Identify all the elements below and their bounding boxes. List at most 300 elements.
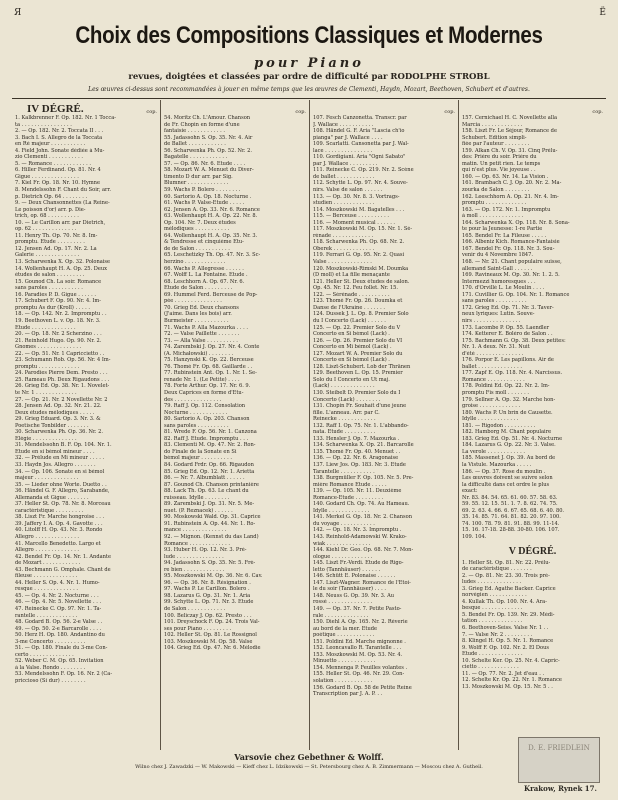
catalog-entry: 99. Schytte L. Op. 71. Nr. 3. Étude <box>164 599 254 606</box>
catalog-entry: letto (Tannhäuser) . . . . . . <box>313 566 381 573</box>
catalog-entry: 125. — Op. 22. Premier Solo du V <box>313 324 401 331</box>
catalog-entry: 21. Reinhold Hugo. Op. 90. Nr. 2. <box>15 337 102 344</box>
catalog-entry: 64. Wollenhaupt H. A. Op. 35. Nr. 3. <box>164 232 258 239</box>
catalog-entry: 35. — Lieder ohne Worte. Duetto . . <box>15 481 107 488</box>
catalog-entry: 110. Gordigiani. Aria "Ogni Sabato" <box>313 154 406 161</box>
catalog-entry: p. Dietrich Op. 64 . . . . . . . . <box>15 193 88 200</box>
cap-label: cop. <box>444 109 455 115</box>
catalog-entry: Transcription par J. A. P. . . <box>313 691 383 698</box>
catalog-entry: allemand Saint-Gall . . . . . . <box>462 265 533 272</box>
page-number-right: Ё <box>599 8 606 18</box>
catalog-entry: 145. Liszt Fr.-Verdi. Etude de Rigo- <box>313 560 404 567</box>
catalog-entry: 137. Liew Jos. Op. 183. Nr. 3. Étude <box>313 461 406 468</box>
catalog-entry: 8. Mendelssohn F. Chant du Soir, arr. <box>15 187 111 194</box>
catalog-entry: 9. Wolff F. Op. 102. Nr. 2. El Dous <box>462 644 549 651</box>
catalog-entry: 56. Scharwenka Ph. Op. 52. Nr. 2. <box>164 147 252 154</box>
catalog-entry: 37. Heller St. Op. 78. Nr. 8. Morceau <box>15 501 111 508</box>
catalog-entry: 45. — Op. 4. Nr. 2. Nocturne . . . <box>15 592 99 599</box>
column-4-entries <box>462 115 603 541</box>
catalog-subtitle: pour Piano <box>254 56 364 71</box>
catalog-entry: Tarantelle . . . . . . . . . . . <box>313 468 375 475</box>
catalog-entry: 93. Huber H. Op. 12. Nr. 3. Pré- <box>164 547 247 554</box>
column-1-entries <box>15 115 157 685</box>
catalog-entry: 180. Wachs P. Un brin de Causette. <box>462 409 553 416</box>
catalog-entry: 68. Leschhorn A. Op. 67. Nr. 6. <box>164 278 245 285</box>
catalog-entry: le du soir (Tannhäuser) . . . . <box>313 586 386 593</box>
catalog-entry: Nr. 83. 84. 54. 65. 61. 60. 57. 58. 63. <box>462 494 558 501</box>
dealer-stamp: D. E. FRIEDLEIN <box>518 737 600 783</box>
catalog-entry: 73. — Alla Valse . . . . . . . . . . <box>164 337 238 344</box>
catalog-entry: qui n'est plus. Vie joyeuse . . <box>462 167 536 174</box>
catalog-entry: études de salon . . . . . . . . . <box>15 272 85 279</box>
catalog-entry: 52. Weber C. M. Op. 65. Invitation <box>15 658 104 665</box>
catalog-entry: ludes . . . . . . . . . . . . . . <box>462 579 522 586</box>
catalog-entry: 120. Moszkowski-Rimski M. Doumka <box>313 265 409 272</box>
catalog-entry: 98. Lazarus G. Op. 31. Nr. 1. Aria <box>164 592 251 599</box>
catalog-entry: 151. Poldini Ed. Marche mignonne . <box>313 638 406 645</box>
catalog-entry: 47. Reinecke C. Op. 97. Nr. 1. Ta- <box>15 606 102 613</box>
catalog-entry: 57. — Op. 86. Nr. 6. Étude . . . . <box>164 160 246 167</box>
catalog-entry: 4. Field John. Sonate dédiée à Mu- <box>15 147 105 154</box>
catalog-entry: 171. Cuvillier G. Op. 104. Nr. 1. Romance <box>462 291 570 298</box>
catalog-entry: rénade . . . . . . . . . . . . . <box>313 232 374 239</box>
header-divider <box>12 98 606 99</box>
catalog-entry: 102. Heller St. Op. 81. Le Rossignol <box>164 632 257 639</box>
catalog-entry: J. Wallace . . . . . . . . . . . <box>313 121 374 128</box>
catalog-entry: 1. Heller St. Op. 81. Nr. 22. Prélu- <box>462 559 551 566</box>
catalog-entry: 58. Mozart W. A. Menuet du Diver- <box>164 167 254 174</box>
page-number-left: Я <box>14 8 22 18</box>
catalog-entry: 15. 16. 17-18. 28-88. 30-80. 106. 107. <box>462 527 560 534</box>
catalog-entry: ruisseau. Idylle . . . . . . . . <box>164 494 230 501</box>
catalog-entry: 74. 100. 78. 79. 81. 91. 88. 99. 11-14. <box>462 520 560 527</box>
catalog-entry: 160. — Op. 63. Nr. 14. La Vision . <box>462 173 549 180</box>
catalog-entry: 107. Fesch Canzonetta. Transcr. par <box>313 115 407 121</box>
catalog-entry: Danse de l'Ukraine . . . . . . . <box>313 304 386 311</box>
catalog-entry: zourka de Salon . . . . . . . . <box>462 187 530 194</box>
catalog-entry: 32. — Prélude en Mi mineur . . . . . <box>15 455 105 462</box>
catalog-entry: Allegro . . . . . . . . . . . . . . <box>15 547 80 554</box>
catalog-entry: promptu . . . . . . . . . . . . . <box>15 363 80 370</box>
catalog-entry: du voyage . . . . . . . . . . . <box>313 520 375 527</box>
catalog-entry: 9. — Deux Chansonnettes (La Reine- <box>15 200 110 207</box>
catalog-entry: 133. Hensler J. Op. 7. Mazourka . <box>313 435 400 442</box>
catalog-entry: 83. Clementi M. Op. 47. Nr. 2. Ron- <box>164 442 256 449</box>
catalog-entry: 46. — Op. 4. Nr. 5. Novellette . . . <box>15 599 102 606</box>
catalog-entry: 173. Lacombe P. Op. 55. Laendler <box>462 324 550 331</box>
catalog-entry: 167. Bendel Fr. Op. 118. Nr. 3. Sou- <box>462 245 555 252</box>
catalog-entry: 112. Schytte L. Op. 97. Nr. 4. Souve- <box>313 180 408 187</box>
catalog-entry: 113. — Op. 30. Nr. 8. 3. Vortrags- <box>313 193 400 200</box>
catalog-entry: 127. Mozart W. A. Premier Solo du <box>313 350 403 357</box>
catalog-entry: bémol majeur . . . . . . . . . . <box>164 455 232 462</box>
catalog-entry: Reinecke . . . . . . . . . . . . <box>313 416 376 423</box>
catalog-entry: rantelle . . . . . . . . . . . . . <box>15 612 78 619</box>
catalog-entry: 174. Ketterer E. Boléro de Salon . . <box>462 331 553 338</box>
catalog-entry: 78. Forte Arthur. Op. 17. Nr. 6. 9. <box>164 383 251 390</box>
catalog-entry: priccioso (Si dur) . . . . . . . . <box>15 678 86 685</box>
catalog-entry: poétique . . . . . . . . . . . . <box>313 632 375 639</box>
catalog-entry: 85. Grieg Ed. Op. 12. Nr. 1. Arietta <box>164 468 255 475</box>
catalog-entry: Étude de Salon . . . . . . . . . <box>164 285 233 292</box>
catalog-entry: 22. — Op. 51. Nr. 1 Capriccietto . . <box>15 350 105 357</box>
catalog-entry: 115. — Berceuse . . . . . . . . . . <box>313 213 390 220</box>
catalog-entry: 132. Raff I. Op. 75. Nr. 1. L'abbando- <box>313 422 409 429</box>
catalog-entry: tation . . . . . . . . . . . . . . <box>462 618 523 625</box>
catalog-entry: do Finale de la Sonate en Si <box>164 448 237 455</box>
catalog-entry: 27. — Op. 21. Nr. 2 Novellette Nr. 2 <box>15 396 108 403</box>
catalog-entry: 55. Jadassohn S. Op. 35. Nr. 4. Air <box>164 134 253 141</box>
catalog-entry: certo . . . . . . . . . . . . . . <box>15 651 74 658</box>
catalog-entry: Concerto (Lack) . . . . . . . . <box>313 396 381 403</box>
catalog-entry: 121. Heller St. Deux études de salon. <box>313 278 410 285</box>
catalog-entry: sans paroles . . . . . . . . . . . <box>15 285 83 292</box>
catalog-entry: Allegro . . . . . . . . . . . . . . <box>15 534 80 540</box>
catalog-entry: 77. Rubinstein Ant. Op. 1. Nr. 1. Se- <box>164 370 257 377</box>
catalog-entry: Deux études mélodiques . . . . . <box>15 409 95 416</box>
degree-heading: IV DÉGRÉ. <box>27 103 84 115</box>
catalog-entry: & Tendresse et cinquième Étu- <box>164 239 244 246</box>
catalog-entry: 165. Bendel Fr. La Fileuse . . . . . <box>462 232 547 239</box>
catalog-entry: 119. Ferrari G. Op. 95. Nr. 2. Quasi <box>313 252 405 259</box>
catalog-entry: 74. Zarembski J. Op. 27. Nr. 4. Conte <box>164 344 260 351</box>
catalog-entry: mélodiques . . . . . . . . . . . <box>164 226 230 233</box>
catalog-entry: Romance . . . . . . . . . . . . . <box>164 540 231 547</box>
catalog-entry: 86. — Nr. 7. Albumblatt . . . . . . <box>164 475 245 482</box>
column-2-header <box>164 100 306 115</box>
catalog-entry: de Fr. Chopin en forme d'une <box>164 121 240 128</box>
catalog-entry: 185. Massenet J. Op. 39. Au bord de <box>462 455 556 462</box>
catalog-entry: promptu. Étude . . . . . . . . . <box>15 239 85 246</box>
catalog-entry: 13. Scharwenka X. Op. 32. Polonaise <box>15 259 111 266</box>
catalog-entry: 2. — Op. 81. Nr. 23. 30. Trois pré- <box>462 572 550 579</box>
catalog-entry: Étude . . . . . . . . . . . . . . <box>15 324 76 331</box>
catalog-entry: 14. Wollenhaupt H. A. Op. 25. Deux <box>15 265 107 272</box>
catalog-entry: 94. Jadassohn S. Op. 35. Nr. 5. Frè- <box>164 560 256 567</box>
catalog-entry: 66. Wachs P. Allegresse . . . . . . <box>164 265 244 272</box>
catalog-entry: 135. Thomé Fr. Op. 40. Menuet . . <box>313 448 401 455</box>
catalog-entry: 91. Rubinstein A. Op. 44. Nr. 1. Ro- <box>164 520 256 527</box>
catalog-entry: 128. Liszt-Schubert. Lob der Thränen <box>313 363 411 370</box>
catalog-entry: 59. Wachs P. Bolero . . . . . . . . <box>164 187 241 194</box>
catalog-entry: Poetische Tonbilder . . . . . . . <box>15 422 89 429</box>
catalog-entry: nata. Étude . . . . . . . . . . <box>313 429 376 436</box>
catalog-entry: 157. Cernichael H. C. Novellette alla <box>462 115 558 121</box>
catalog-entry: 108. Händel G. F. Aria "Lascia ch'io <box>313 128 405 135</box>
catalog-entry: Idylle . . . . . . . . . . . . . <box>313 507 370 514</box>
catalog-entry: Gnomes . . . . . . . . . . . . . . <box>15 344 82 351</box>
catalog-entry: Burmeister . . . . . . . . . . . <box>164 317 229 324</box>
catalog-entry: zio Clementi . . . . . . . . . . . <box>15 154 83 161</box>
catalog-entry: 80. Sartorio A. Op. 203. Chanson <box>164 416 250 423</box>
catalog-entry: 92. — Mignon. (Kennst du das Land) <box>164 534 259 540</box>
catalog-entry: Bagatelle . . . . . . . . . . . . <box>164 154 228 161</box>
catalog-entry: Idylle . . . . . . . . . . . . . <box>462 416 519 423</box>
catalog-entry: renade Nr. 1. (Le Petite) . . . . <box>164 376 240 383</box>
catalog-entry: 72. — Valse Paillette . . . . . . . <box>164 331 240 338</box>
catalog-entry: 41. Marcello Benedetto. Largo et <box>15 540 101 547</box>
catalog-entry: Op. 104. Nr. 7. Deux études <box>164 219 236 226</box>
catalog-entry: 104. Grieg Ed. Op. 47. Nr. 6. Mélodie <box>164 645 261 652</box>
catalog-entry: Intermezzi humoresques . . . <box>462 278 536 285</box>
catalog-entry: 24. Parodies Pierre Dem. Presto . . . <box>15 370 108 377</box>
catalog-entry: 29. Grieg Eduard. Op. 3. Nr. 3. & <box>15 416 101 423</box>
catalog-entry: 15. Gounod Ch. La soir. Romance <box>15 278 102 285</box>
catalog-entry: Gigue . . . . . . . . . . . . . . . <box>15 173 79 180</box>
catalog-entry: 179. Sellner A. Op. 32. Marche hon- <box>462 396 556 403</box>
catalog-entry: 175. Bachmann G. Op. 38. Deux petites: <box>462 337 566 344</box>
catalog-entry: du I Concerto (Lack) . . . . . . <box>313 317 386 324</box>
catalog-entry: 38. Liszt Fr. Marche hongroise . . . <box>15 514 105 521</box>
catalog-entry: 138. Burgmüller F. Op. 105. Nr. 5. Pre- <box>313 475 414 482</box>
catalog-entry: 176. Porpor E. Les papillons. Air de <box>462 357 554 364</box>
catalog-entry: Élégie . . . . . . . . . . . . . . <box>15 435 77 442</box>
catalog-entry: 6. Hiller Ferdinand. Op. 81. Nr. 4 <box>15 167 101 174</box>
catalog-entry: 59. 55. 12. 15. 51. 1. 7. 8. 62. 74. 75. <box>462 501 558 508</box>
catalog-entry: 17. Schubert F. Op. 90. Nr. 4. Im- <box>15 298 101 305</box>
column-2 <box>161 100 310 750</box>
catalog-entry: 130. Steibelt D. Premier Solo du I <box>313 389 401 396</box>
catalog-entry: 169. Ravineaux M. Op. 30. Nr. 1. 2. 5. <box>462 272 560 279</box>
catalog-entry: 67. Wolff L. La Fontaine. Étude . <box>164 272 248 279</box>
catalog-entry: 20. — Op. 18. Nr. 2 Scherzino . . . <box>15 331 102 338</box>
catalog-entry: 126. — Op. 26. Premier Solo du VI <box>313 337 403 344</box>
catalog-entry: de Ballet . . . . . . . . . . . . <box>164 141 226 148</box>
catalog-entry: trich, op. 68 . . . . . . . . . . <box>15 213 79 220</box>
catalog-entry: norvégien . . . . . . . . . . . . <box>462 592 527 599</box>
catalog-entry: par J. Wallace . . . . . . . . . <box>313 160 378 167</box>
catalog-entry: Allemanda et Gigue . . . . . . . <box>15 494 89 501</box>
catalog-entry: 49. — Op. 50. 2-e Barcarolle . . . . <box>15 625 102 632</box>
catalog-entry: à la Valse. Rondo . . . . . . . . <box>15 664 86 671</box>
catalog-entry: 42. Bendel Fr. Op. 14. Nr. 1. Andante <box>15 553 111 560</box>
catalog-entry: 87. Gounod Ch. Chanson printanière <box>164 481 259 488</box>
catalog-title: Choix des Compositions Classiques et Modernes <box>75 21 543 49</box>
catalog-entry: 97. Wachs P. Le Carillon. Bolero . <box>164 586 250 593</box>
catalog-entry: 146. Schütt E. Polonaise . . . . . . <box>313 573 396 580</box>
catalog-entry: (A. Michałowski) . . . . . . . . <box>164 350 234 357</box>
catalog-entry: de de Salon . . . . . . . . . . . <box>164 245 230 252</box>
catalog-entry: 40. Litolff H. Op. 43. Nr. 3. Rondo <box>15 527 103 534</box>
catalog-entry: 131. Chopin Fr. Souhait d'une jeune <box>313 403 407 410</box>
catalog-entry: 141. Merkel G. Op. 18. Nr. 2. Chanson <box>313 514 413 521</box>
catalog-intro: revues, doigtées et classées par ordre de difficulté par RODOLPHE STROBL <box>128 72 490 82</box>
catalog-entry: exact: <box>462 488 478 495</box>
catalog-entry: 82. Raff J. Étude. Impromptu . . . <box>164 435 249 442</box>
catalog-entry: de ballet . . . . . . . . . . . . <box>313 173 375 180</box>
catalog-entry: 4. Kullak Th. Op. 100. Nr. 4. Ara- <box>462 598 547 605</box>
catalog-entry: fantaisie . . . . . . . . . . . . <box>164 128 226 135</box>
catalog-entry: 148. Neuss G. Op. 39. Nr. 3. Au <box>313 592 395 599</box>
catalog-entry: 69. 2. 63. 4. 66. 6. 67. 65. 68. 6. 40. 80. <box>462 507 565 514</box>
catalog-entry: Minuetto . . . . . . . . . . . . <box>313 658 376 665</box>
catalog-entry: 33. Haydn Jos. Allegro . . . . . . . <box>15 461 96 468</box>
catalog-entry: 6. Beethoven-Seiss. Valse Nr. 1 . . <box>462 625 549 632</box>
catalog-note: Les œuvres ci-dessus sont recommandées à jouer en même temps que les œuvres de Clementi, Haydn, Mozart, Beethoven, Schubert et d'autres. <box>88 86 530 93</box>
catalog-entry: promptu As dur (Kroll) . . . . . <box>15 304 91 311</box>
catalog-entry: 143. Reinhold-Adamowski W. Krako- <box>313 534 407 540</box>
dealer-stamp-address: Krakow, Rynek 17. <box>524 784 597 793</box>
catalog-entry: 79. Raff J. Op. 112. Consolation <box>164 403 246 410</box>
catalog-entry: 156. Godard B. Op. 58 de Petite Reine <box>313 684 412 691</box>
catalog-entry: 50. Herz H. Op. 180. Andantino du <box>15 632 105 639</box>
catalog-entry: fiée par l'auteur . . . . . . . . <box>462 141 530 148</box>
catalog-entry: rale . . . . . . . . . . . . . . <box>313 612 369 619</box>
catalog-entry: 18. — Op. 142. Nr. 2. Impromptu . . <box>15 311 107 318</box>
catalog-entry: 13. Moszkowski M. Op. 15. Nr. 5 . . <box>462 683 553 690</box>
catalog-entry: 5. — Romance . . . . . . . . . . . . <box>15 160 91 167</box>
degree-v-heading: V DÉGRÉ. <box>508 545 557 557</box>
catalog-entry: Concerto en Mi bémol (Lack) . <box>313 344 392 351</box>
catalog-entry: 152. Leoncavallo R. Tarantelle . . . <box>313 645 402 652</box>
catalog-entry: 118. Scharwenka Ph. Op. 68. Nr. 2. <box>313 239 405 246</box>
catalog-entry: 28. Jensen Ad. Op. 32. Nr. 21. 22. <box>15 403 102 410</box>
catalog-entry: te pour la Jeunesse: 1-re Partie <box>462 226 543 233</box>
catalog-entry: 153. Moszkowski M. Op. 53. Nr. 4. <box>313 651 403 658</box>
catalog-entry: 164. Scharwenka X. Op. 118. Nr. 8. Sona- <box>462 219 570 226</box>
catalog-entry: 154. Mennenga P. Feuilles volantes . <box>313 664 408 671</box>
catalog-entry: 129. Beethoven L. Op. 15. Premier <box>313 370 403 377</box>
catalog-entry: te Nr. 1 . . . . . . . . . . . . . <box>15 389 77 396</box>
catalog-entry: de caractéristique . . . . . . . <box>462 566 532 573</box>
catalog-entry: La verole . . . . . . . . . . . . <box>462 448 525 455</box>
catalog-entry: Deux Caprices en forme d'Étu- <box>164 389 244 396</box>
catalog-entry: 63. Wollenhaupt H. A. Op. 22. Nr. 8. <box>164 213 258 220</box>
catalog-entry: 75. Hanzynski K. Op. 22. Berceuse <box>164 357 254 364</box>
catalog-entry: fille. L'anneau. Arr. par C. <box>313 409 380 416</box>
catalog-entry: 96. — Op. 36. Nr. 8. Résignation . <box>164 579 251 586</box>
catalog-entry: Schubert. Édition simpli- <box>462 134 527 141</box>
catalog-entry: 89. Zarembski J. Op. 31. Nr. 5. Me- <box>164 501 255 508</box>
catalog-entry: à moll . . . . . . . . . . . . . . <box>462 213 524 220</box>
catalog-entry: 116. — Moment musical . . . . . . <box>313 219 396 226</box>
catalog-entry: 44. Heller S. Op. 4. Nr. 1. Humo- <box>15 579 100 586</box>
catalog-entry: au bord de la mer. Étude <box>313 625 378 632</box>
catalog-entry: Les œuvres doivent se suivre selon <box>462 475 553 482</box>
catalog-entry: lude . . . . . . . . . . . . . . . <box>164 553 224 560</box>
catalog-entry: mance . . . . . . . . . . . . . . <box>164 527 227 534</box>
catalog-entry: 100. Beliczay J. Op. 62. Presto . . . <box>164 612 252 619</box>
catalog-entry: 19. Beethoven L. v. Op. 18. Nr. 3. <box>15 317 101 324</box>
catalog-entry: 103. Moszkowski M. Op. 58. Valse <box>164 638 253 645</box>
catalog-entry: (J'aime. Dans les bois) arr. <box>164 311 232 318</box>
catalog-entry: 183. Grieg Ed. Op. 51. Nr. 4. Nocturne <box>462 435 563 442</box>
cap-label: cop. <box>146 109 157 115</box>
catalog-entry: majeur . . . . . . . . . . . . . . <box>15 475 79 482</box>
catalog-entry: Le poisson d'or) arr. p. Die- <box>15 206 86 213</box>
catalog-entry: 111. Reinecke C. Op. 219. Nr. 2. Scène <box>313 167 414 174</box>
catalog-entry: re bien . . . . . . . . . . . . . <box>164 566 225 573</box>
catalog-entry: pée . . . . . . . . . . . . . . . <box>164 298 222 305</box>
catalog-entry: 12. Jensen Ad. Op. 17. Nr. 2. La <box>15 245 97 252</box>
catalog-entry: ologue . . . . . . . . . . . . . <box>313 553 373 560</box>
catalog-entry: 90. Moskowski Wald. Op. 31. Caprice <box>164 514 261 521</box>
catalog-entry: de Salon . . . . . . . . . . . . <box>164 606 226 613</box>
catalog-entry: nuet. (P. Reznacek) . . . . . . <box>164 507 233 514</box>
catalog-entry: Marcia . . . . . . . . . . . . . <box>462 121 523 128</box>
catalog-entry: 134. Scharwenka X. Op. 21. Barcarolle <box>313 442 414 449</box>
catalog-entry: 101. Dreyschock F. Op. 24. Trois Val- <box>164 619 260 626</box>
catalog-entry: 140. Godard Ch. Op. 74. Au Hameau. <box>313 501 410 508</box>
catalog-entry: 31. Mendelssohn B. F. Op. 104. Nr. 1. <box>15 442 112 449</box>
catalog-entry: sans paroles . . . . . . . . . . <box>164 422 229 429</box>
catalog-entry: promptu Fis moll . . . . . . . <box>462 389 530 396</box>
agents-line: Wilno chez J. Zawadzki — W. Makowski — Kieff chez L. Idzikowski — St. Petersbourg chez A. B. Zimmermann — Moscou chez A. Gutheil. <box>135 764 483 770</box>
cap-label: cop. <box>592 109 603 115</box>
catalog-entry: 60. Sartorio A. Op. 18. Nocturne . <box>164 193 252 200</box>
catalog-entry: 16. Paradies P. D. Gigue . . . . . . <box>15 291 97 298</box>
catalog-entry: Romance . . . . . . . . . . . . <box>462 376 525 383</box>
catalog-entry: la difficulté dans cet ordre le plus <box>462 481 550 488</box>
catalog-entry: 35. 14. 85. 71. 64. 81. 82. 20. 97. 100. <box>462 514 561 521</box>
catalog-entry: en Ré majeur . . . . . . . . . . . <box>15 141 86 148</box>
catalog-entry: 95. Moszkowski M. Op. 36. Nr. 6. Cav. <box>164 573 263 580</box>
catalog-entry: 147. Liszt-Wagner. Romance de l'Étoi- <box>313 579 411 586</box>
catalog-entry: 10. — Le Carillon arr. par Dietrich, <box>15 219 106 226</box>
catalog-entry: 11. — Op. 77. Nr. 2. Jet d'eau . . <box>462 670 545 677</box>
catalog-entry: 65. Leschetizky Th. Op. 47. Nr. 3. Sc- <box>164 252 261 259</box>
catalog-entry: 30. Scharwenka Ph. Op. 36. Nr. 2. <box>15 429 103 436</box>
catalog-entry: 34. — Op. 106. Sonate en si bémol <box>15 468 105 475</box>
catalog-entry: solation . . . . . . . . . . . . <box>313 678 373 685</box>
catalog-entry: 81. Wrede F. Op. 56. Nr. 1. Canzona <box>164 429 257 436</box>
catalog-entry: d'été . . . . . . . . . . . . . . . <box>462 350 524 357</box>
catalog-entry: la Vistule. Mazourka . . . . . <box>462 461 532 468</box>
catalog-entry: cietto . . . . . . . . . . . . . <box>462 664 519 671</box>
catalog-entry: 51. — Op. 180. Finale du 3-me Con- <box>15 645 108 652</box>
catalog-entry: 109. Scarlatti. Cansonetta par J. Wal- <box>313 141 409 148</box>
catalog-entry: ta . . . . . . . . . . . . . . . . <box>15 121 72 128</box>
catalog-entry: 142. — Op. 18. Nr. 3. Impromptu . <box>313 527 402 534</box>
catalog-entry: 163. — Op. 172. Nr. 1. Impromptu <box>462 206 551 213</box>
catalog-entry: 149. — Op. 37. Nr. 7. Petite Pasto- <box>313 606 402 613</box>
column-4 <box>459 100 606 750</box>
catalog-entry: 5. Bendel Fr. Op. 139. Nr. 29. Médi- <box>462 611 555 618</box>
catalog-entry: 7. — Valse Nr. 2 . . . . . . . . . <box>462 631 533 638</box>
catalog-entry: 122. — Sérénade . . . . . . . . . . <box>313 291 390 298</box>
catalog-entry: 53. Mendelssohn F. Op. 16. Nr. 2 (Ca- <box>15 671 113 678</box>
catalog-entry: sans paroles . . . . . . . . . . <box>462 298 527 305</box>
cap-label: cop. <box>295 109 306 115</box>
catalog-entry: 166. Albeniz Kich. Romance-Fantaisie <box>462 239 560 246</box>
catalog-entry: caractéristique . . . . . . . . . <box>15 507 84 514</box>
catalog-entry: Solo du I Concerto en Ut maj. <box>313 376 390 383</box>
catalog-entry: 150. Diehl A. Op. 165. Nr. 2. Réverie <box>313 619 408 626</box>
catalog-entry: besque . . . . . . . . . . . . . <box>462 605 523 612</box>
catalog-entry: 11. Henry Th. Op. 70. Nr. 8. Im- <box>15 232 98 239</box>
catalog-entry: 172. Grieg Ed. Op. 71. Nr. 3. Taver- <box>462 304 554 311</box>
catalog-entry: Concerto en Si bémol (Lack) . <box>313 357 390 364</box>
catalog-entry: 23. Schumann Rob. Op. 56. Nr. 4 Im- <box>15 357 111 364</box>
catalog-entry: 184. Lazarus G. Op. 22. Nr. 3. Valse. <box>462 442 556 449</box>
catalog-entry: 182. Hamborg M. Chant populaire <box>462 429 552 436</box>
catalog-entry: matin. Un petit rien. Le temps <box>462 160 541 167</box>
catalog-entry: studien . . . . . . . . . . . . . <box>313 200 375 207</box>
catalog-entry: 2. — Op. 182. Nr. 2. Toccata II . . . <box>15 128 104 135</box>
catalog-entry: Nr. 1. À deux. Nr. 31. Nuit <box>462 344 530 351</box>
catalog-entry: 12. Schelte Kr. Op. 22. Nr. 1. Romance <box>462 677 562 684</box>
catalog-entry: 158. Liszt Fr. Le Séjour, Romance de <box>462 128 557 135</box>
catalog-entry: Nocturne . . . . . . . . . . . . <box>164 409 228 416</box>
column-2-entries <box>164 115 306 652</box>
column-1-header <box>15 100 157 115</box>
catalog-entry: 177. Zapf E. Op. 118. Nr. 4. Narcissus. <box>462 370 563 377</box>
catalog-entry: Étude . . . . . . . . . . . . . . <box>462 651 523 658</box>
catalog-entry: des: Prière du soir. Prière du <box>462 154 537 161</box>
catalog-entry: 39. Jaffery I. A. Op. 4. Gavotte . . . <box>15 520 103 527</box>
catalog-entry: resque . . . . . . . . . . . . . . <box>15 586 78 593</box>
catalog-entry: Valse . . . . . . . . . . . . . . <box>313 259 372 266</box>
